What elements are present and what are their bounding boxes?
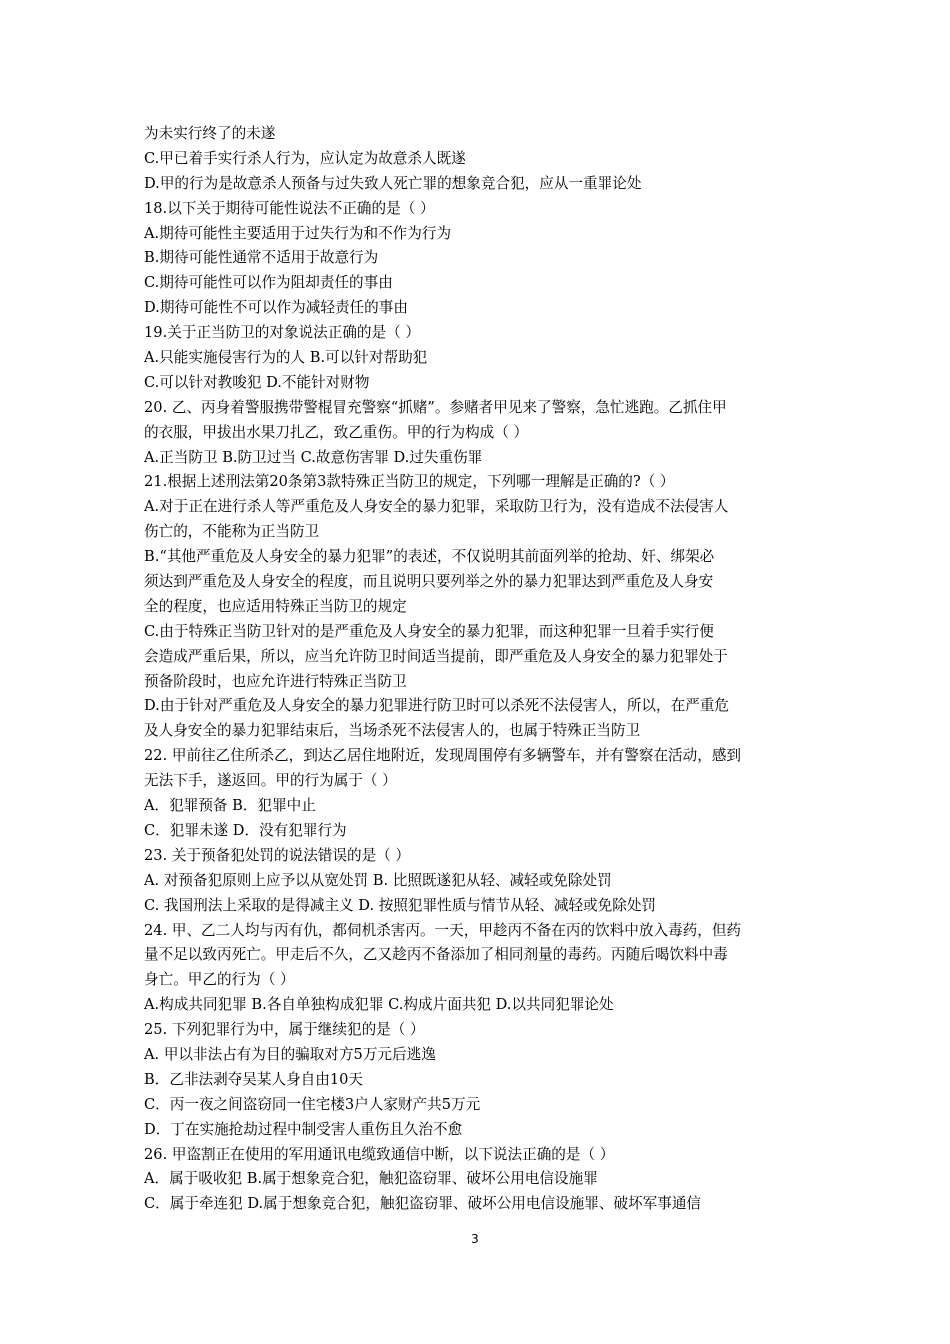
- document-body: [144, 122, 810, 1217]
- text-line: 25. 下列犯罪行为中，属于继续犯的是（ ）: [144, 1021, 425, 1039]
- text-line: 会造成严重后果，所以，应当允许防卫时间适当提前，即严重危及人身安全的暴力犯罪处于: [144, 647, 728, 665]
- text-line: 为未实行终了的未遂: [144, 125, 276, 142]
- text-line: 18.以下关于期待可能性说法不正确的是（ ）: [144, 199, 435, 217]
- text-line: 全的程度，也应适用特殊正当防卫的规定: [144, 597, 407, 615]
- text-line: 无法下手，遂返回。甲的行为属于（ ）: [144, 772, 397, 790]
- text-line: A.对于正在进行杀人等严重危及人身安全的暴力犯罪，采取防卫行为，没有造成不法侵害人: [144, 498, 729, 516]
- text-line: 的衣服，甲拔出水果刀扎乙，致乙重伤。甲的行为构成（ ）: [144, 423, 529, 441]
- text-line: 21.根据上述刑法第20条第3款特殊正当防卫的规定，下列哪一理解是正确的?（ ）: [144, 473, 675, 491]
- text-line: C.期待可能性可以作为阻却责任的事由: [144, 274, 393, 292]
- text-line: 20. 乙、丙身着警服携带警棍冒充警察“抓赌”。参赌者甲见来了警察，急忙逃跑。乙抓住甲: [144, 398, 727, 416]
- page-number: 3: [471, 1232, 479, 1246]
- text-line: A．属于吸收犯 B.属于想象竞合犯，触犯盗窃罪、破坏公用电信设施罪: [144, 1170, 598, 1188]
- text-line: A. 对预备犯原则上应予以从宽处罚 B. 比照既遂犯从轻、减轻或免除处罚: [144, 871, 612, 889]
- text-line: 23. 关于预备犯处罚的说法错误的是（ ）: [144, 846, 410, 864]
- text-line: A.构成共同犯罪 B.各自单独构成犯罪 C.构成片面共犯 D.以共同犯罪论处: [144, 996, 614, 1014]
- text-line: C.甲已着手实行杀人行为，应认定为故意杀人既遂: [144, 149, 466, 167]
- text-line: 量不足以致丙死亡。甲走后不久，乙又趁丙不备添加了相同剂量的毒药。丙随后喝饮料中毒: [144, 946, 728, 964]
- text-line: 22. 甲前往乙住所杀乙，到达乙居住地附近，发现周围停有多辆警车，并有警察在活动，感到: [144, 747, 742, 765]
- text-line: A.期待可能性主要适用于过失行为和不作为行为: [144, 224, 452, 242]
- text-line: B．乙非法剥夺吴某人身自由10天: [144, 1070, 364, 1088]
- text-line: C．属于牵连犯 D.属于想象竞合犯，触犯盗窃罪、破坏公用电信设施罪、破坏军事通信: [144, 1195, 702, 1213]
- text-line: 伤亡的，不能称为正当防卫: [144, 523, 320, 541]
- text-line: 19.关于正当防卫的对象说法正确的是（ ）: [144, 324, 420, 342]
- text-line: 身亡。甲乙的行为（ ）: [144, 971, 295, 989]
- text-line: C．犯罪未遂 D．没有犯罪行为: [144, 821, 347, 839]
- text-line: D.期待可能性不可以作为减轻责任的事由: [144, 299, 408, 317]
- text-line: A.只能实施侵害行为的人 B.可以针对帮助犯: [144, 349, 428, 367]
- text-line: B.“其他严重危及人身安全的暴力犯罪”的表述，不仅说明其前面列举的抢劫、奸、绑架必: [144, 548, 715, 566]
- text-line: A．犯罪预备 B．犯罪中止: [144, 797, 316, 815]
- text-line: D．丁在实施抢劫过程中制受害人重伤且久治不愈: [144, 1120, 463, 1138]
- text-line: 26. 甲盗割正在使用的军用通讯电缆致通信中断，以下说法正确的是（ ）: [144, 1145, 615, 1163]
- text-line: C.由于特殊正当防卫针对的是严重危及人身安全的暴力犯罪，而这种犯罪一旦着手实行便: [144, 622, 714, 640]
- text-line: 须达到严重危及人身安全的程度，而且说明只要列举之外的暴力犯罪达到严重危及人身安: [144, 573, 714, 591]
- text-line: B.期待可能性通常不适用于故意行为: [144, 249, 379, 267]
- text-line: C. 我国刑法上采取的是得减主义 D. 按照犯罪性质与情节从轻、减轻或免除处罚: [144, 896, 657, 914]
- text-line: D.由于针对严重危及人身安全的暴力犯罪进行防卫时可以杀死不法侵害人，所以，在严重危: [144, 697, 729, 715]
- text-line: 预备阶段时，也应允许进行特殊正当防卫: [144, 672, 407, 690]
- text-line: D.甲的行为是故意杀人预备与过失致人死亡罪的想象竞合犯，应从一重罪论处: [144, 174, 642, 192]
- text-line: 及人身安全的暴力犯罪结束后，当场杀死不法侵害人的，也属于特殊正当防卫: [144, 722, 641, 740]
- text-line: C.可以针对教唆犯 D.不能针对财物: [144, 373, 370, 391]
- text-line: C．丙一夜之间盗窃同一住宅楼3户人家财产共5万元: [144, 1095, 481, 1113]
- text-line: 24. 甲、乙二人均与丙有仇，都伺机杀害丙。一天，甲趁丙不备在丙的饮料中放入毒药，但药: [144, 921, 742, 939]
- text-line: A.正当防卫 B.防卫过当 C.故意伤害罪 D.过失重伤罪: [144, 448, 483, 466]
- text-line: A. 甲以非法占有为目的骗取对方5万元后逃逸: [144, 1045, 436, 1063]
